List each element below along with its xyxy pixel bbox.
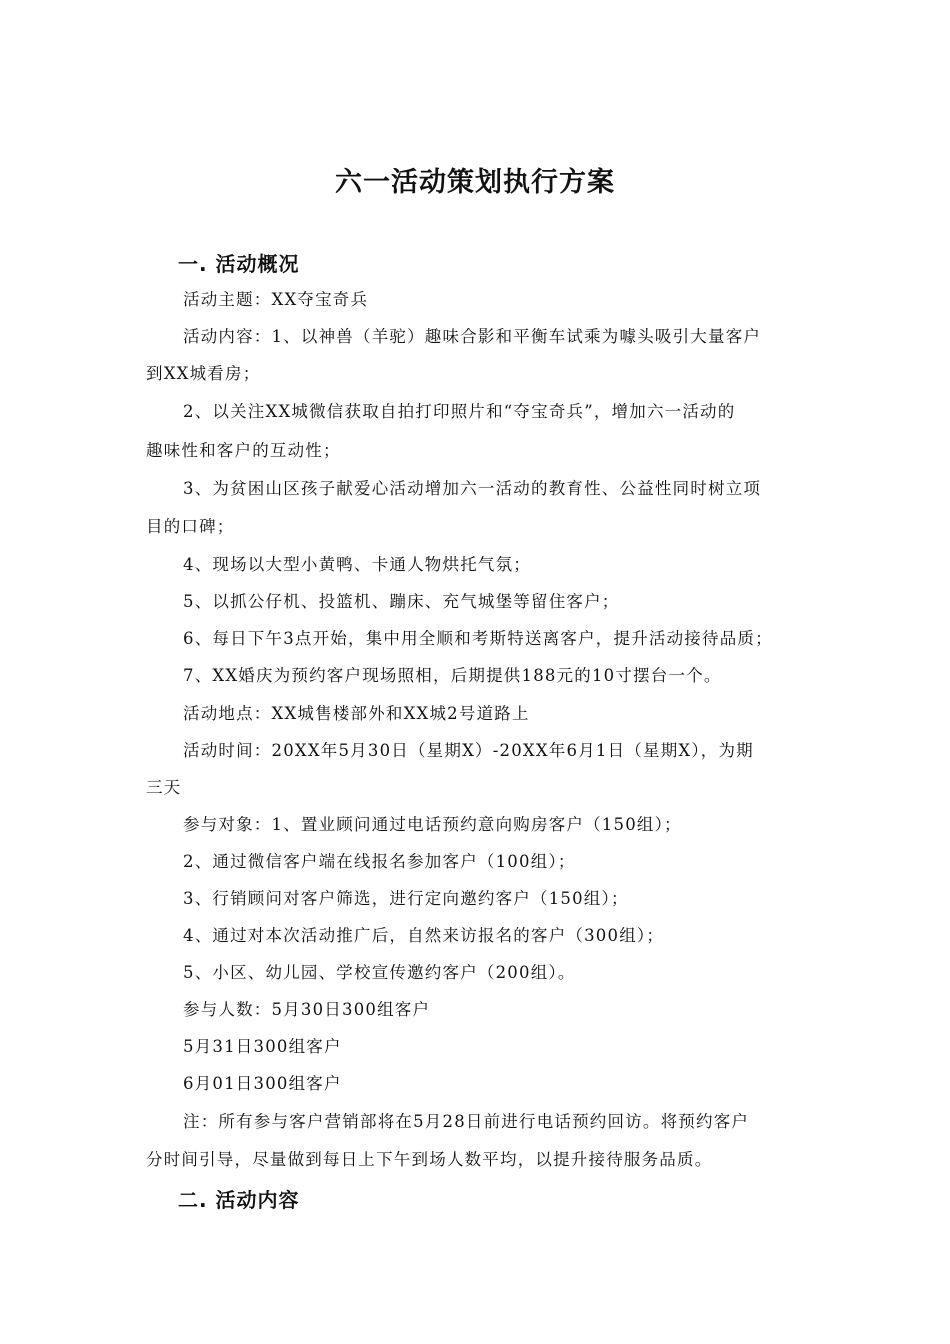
paragraph-content-6: 6、每日下午3点开始，集中用全顺和考斯特送离客户，提升活动接待品质； [183,629,773,648]
paragraph-content-2-cont: 趣味性和客户的互动性； [146,441,341,460]
paragraph-note: 注：所有参与客户营销部将在5月28日前进行电话预约回访。将预约客户 [183,1112,750,1131]
paragraph-location: 活动地点：XX城售楼部外和XX城2号道路上 [183,704,530,723]
paragraph-content-3: 3、为贫困山区孩子献爱心活动增加六一活动的教育性、公益性同时树立项 [183,479,762,498]
paragraph-note-cont: 分时间引导，尽量做到每日上下午到场人数平均，以提升接待服务品质。 [146,1150,713,1169]
paragraph-content-3-cont: 目的口碑； [146,517,235,536]
section-heading-overview: 一. 活动概况 [178,252,300,276]
paragraph-count-3: 6月01日300组客户 [183,1074,342,1093]
document-title: 六一活动策划执行方案 [335,167,615,198]
paragraph-time: 活动时间：20XX年5月30日（星期X）-20XX年6月1日（星期X），为期 [183,741,754,760]
paragraph-theme: 活动主题：XX夺宝奇兵 [183,290,369,309]
paragraph-target-5: 5、小区、幼儿园、学校宣传邀约客户（200组）。 [183,963,576,982]
paragraph-target-2: 2、通过微信客户端在线报名参加客户（100组）； [183,852,576,871]
paragraph-content-4: 4、现场以大型小黄鸭、卡通人物烘托气氛； [183,555,531,574]
paragraph-time-cont: 三天 [146,778,182,797]
paragraph-target-4: 4、通过对本次活动推广后，自然来访报名的客户（300组）； [183,926,665,945]
paragraph-target-1: 参与对象：1、置业顾问通过电话预约意向购房客户（150组）； [183,815,682,834]
paragraph-count-1: 参与人数：5月30日300组客户 [183,1000,431,1019]
paragraph-content-2: 2、以关注XX城微信获取自拍打印照片和“夺宝奇兵”，增加六一活动的 [183,402,736,421]
section-heading-content: 二. 活动内容 [178,1188,300,1212]
paragraph-content-7: 7、XX婚庆为预约客户现场照相，后期提供188元的10寸摆台一个。 [183,666,722,685]
paragraph-count-2: 5月31日300组客户 [183,1037,342,1056]
paragraph-target-3: 3、行销顾问对客户筛选，进行定向邀约客户（150组）； [183,889,629,908]
paragraph-content-1: 活动内容：1、以神兽（羊驼）趣味合影和平衡车试乘为噱头吸引大量客户 [183,327,762,346]
paragraph-content-1-cont: 到XX城看房； [146,364,261,383]
paragraph-content-5: 5、以抓公仔机、投篮机、蹦床、充气城堡等留住客户； [183,592,620,611]
